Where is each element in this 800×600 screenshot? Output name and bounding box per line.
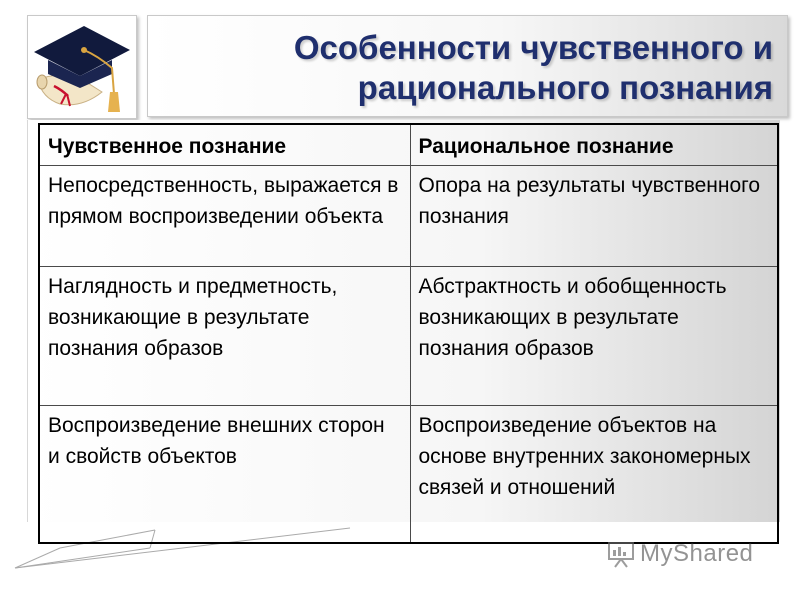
presentation-board-icon xyxy=(607,540,637,568)
table-header-row xyxy=(39,124,778,166)
table-cell: Непосредственность, выражается в прямом воспроизведении объекта xyxy=(39,166,410,267)
table-cell: Воспроизведение внешних сторон и свойств объектов xyxy=(39,406,410,543)
slide-title-line2: рационального познания xyxy=(357,69,773,106)
header-sensory: Чувственное познание xyxy=(39,124,410,166)
slide-title-line1: Особенности чувственного и xyxy=(293,29,773,66)
table-row xyxy=(39,267,778,406)
comparison-table xyxy=(38,123,779,544)
table-cell: Воспроизведение объектов на основе внутренних закономерных связей и отношений xyxy=(410,406,778,543)
watermark xyxy=(607,540,753,568)
header-rational: Рациональное познание xyxy=(410,124,778,166)
table-cell: Опора на результаты чувственного познания xyxy=(410,166,778,267)
table-row xyxy=(39,406,778,543)
table-cell: Наглядность и предметность, возникающие в результате познания образов xyxy=(39,267,410,406)
table-cell: Абстрактность и обобщенность возникающих в результате познания образов xyxy=(410,267,778,406)
table-row xyxy=(39,166,778,267)
watermark-text: MyShared xyxy=(640,540,754,567)
